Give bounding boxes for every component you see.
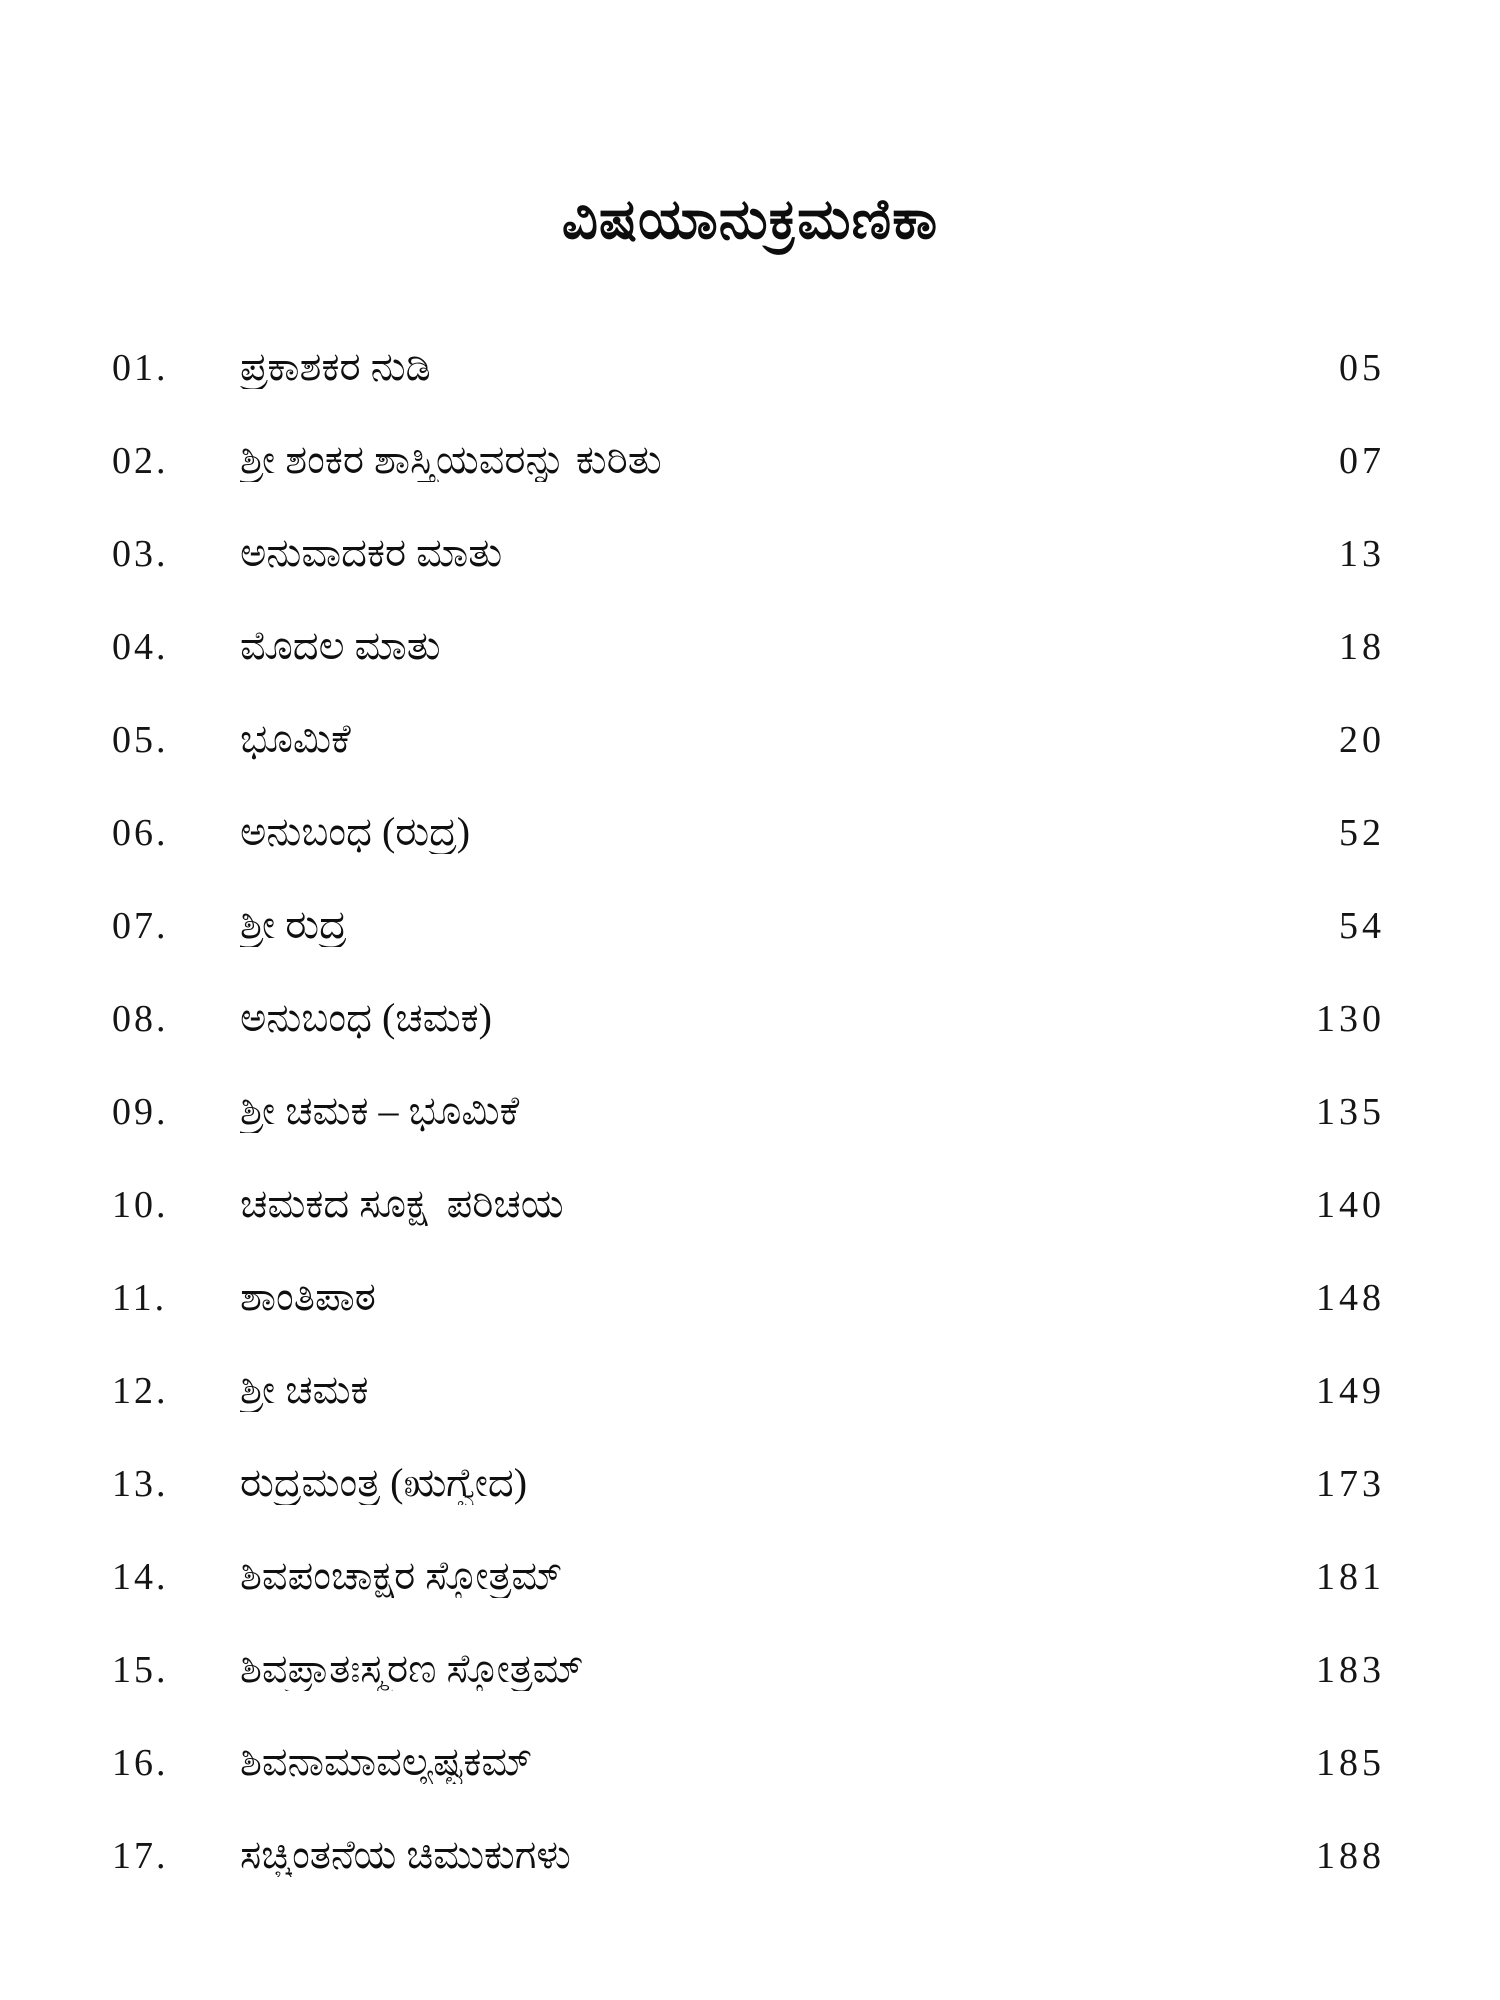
toc-entry-row: [112, 624, 1385, 717]
page-title: ವಿಷಯಾನುಕ್ರಮಣಿಕಾ: [561, 189, 939, 251]
toc-entry-page-number: 13: [1339, 533, 1385, 575]
toc-entry-page-number: 07: [1339, 440, 1385, 482]
toc-entry-page-number: 188: [1316, 1835, 1385, 1877]
toc-entry-title: ಶ್ರೀ ಚಮಕ – ಭೂಮಿಕೆ: [240, 1089, 520, 1133]
toc-entry-row: [112, 903, 1385, 996]
toc-entry-title: ಅನುವಾದಕರ ಮಾತು: [240, 531, 503, 575]
toc-entry-number: 09.: [112, 1091, 169, 1133]
toc-entry-row: [112, 1089, 1385, 1182]
toc-entry-number: 08.: [112, 998, 169, 1040]
toc-entry-row: [112, 810, 1385, 903]
toc-entry-page-number: 18: [1339, 626, 1385, 668]
toc-entry-row: [112, 531, 1385, 624]
toc-entry-number: 07.: [112, 905, 169, 947]
toc-entry-row: [112, 1368, 1385, 1461]
toc-entry-row: [112, 1275, 1385, 1368]
toc-entry-row: [112, 717, 1385, 810]
toc-entry-page-number: 181: [1316, 1556, 1385, 1598]
toc-entry-title: ಸಚ್ಚಿಂತನೆಯ ಚಿಮುಕುಗಳು: [240, 1833, 571, 1877]
toc-entry-title: ಅನುಬಂಧ (ರುದ್ರ): [240, 810, 471, 854]
toc-entry-page-number: 149: [1316, 1370, 1385, 1412]
toc-entry-page-number: 185: [1316, 1742, 1385, 1784]
toc-entry-page-number: 54: [1339, 905, 1385, 947]
toc-entry-number: 15.: [112, 1649, 169, 1691]
toc-entry-number: 04.: [112, 626, 169, 668]
toc-entry-title: ಅನುಬಂಧ (ಚಮಕ): [240, 996, 492, 1040]
toc-entry-title: ಶಿವನಾಮಾವಲ್ಯಷ್ಟಕಮ್: [240, 1740, 533, 1784]
toc-entry-page-number: 05: [1339, 347, 1385, 389]
toc-entry-page-number: 20: [1339, 719, 1385, 761]
toc-entry-number: 02.: [112, 440, 169, 482]
toc-entry-title: ಪ್ರಕಾಶಕರ ನುಡಿ: [240, 345, 431, 389]
toc-entry-number: 11.: [112, 1277, 168, 1319]
toc-entry-number: 13.: [112, 1463, 169, 1505]
toc-entry-title: ರುದ್ರಮಂತ್ರ (ಋಗ್ವೇದ): [240, 1461, 528, 1505]
toc-entry-row: [112, 1182, 1385, 1275]
toc-entry-number: 17.: [112, 1835, 169, 1877]
toc-entry-row: [112, 1833, 1385, 1926]
toc-entry-row: [112, 1554, 1385, 1647]
toc-entry-title: ಚಮಕದ ಸೂಕ್ಷ್ಮ ಪರಿಚಯ: [240, 1182, 564, 1226]
toc-entry-title: ಶಿವಪ್ರಾತಃಸ್ಮರಣ ಸ್ತೋತ್ರಮ್: [240, 1647, 584, 1691]
toc-entry-row: [112, 1740, 1385, 1833]
toc-entry-row: [112, 996, 1385, 1089]
toc-entry-number: 12.: [112, 1370, 169, 1412]
toc-entry-page-number: 140: [1316, 1184, 1385, 1226]
toc-entry-number: 01.: [112, 347, 169, 389]
toc-entry-number: 16.: [112, 1742, 169, 1784]
toc-entry-row: [112, 438, 1385, 531]
toc-list: [0, 345, 1500, 1926]
toc-entry-page-number: 148: [1316, 1277, 1385, 1319]
toc-entry-title: ಭೂಮಿಕೆ: [240, 717, 351, 761]
toc-entry-row: [112, 345, 1385, 438]
toc-entry-title: ಶ್ರೀ ಶಂಕರ ಶಾಸ್ತ್ರಿಯವರನ್ನು ಕುರಿತು: [240, 438, 662, 482]
toc-entry-number: 14.: [112, 1556, 169, 1598]
toc-entry-title: ಶಿವಪಂಚಾಕ್ಷರ ಸ್ತೋತ್ರಮ್: [240, 1554, 563, 1598]
toc-entry-page-number: 173: [1316, 1463, 1385, 1505]
toc-entry-number: 06.: [112, 812, 169, 854]
toc-entry-title: ಶ್ರೀ ರುದ್ರ: [240, 903, 347, 947]
toc-entry-page-number: 130: [1316, 998, 1385, 1040]
toc-entry-page-number: 52: [1339, 812, 1385, 854]
toc-entry-title: ಮೊದಲ ಮಾತು: [240, 624, 441, 668]
toc-entry-title: ಶಾಂತಿಪಾಠ: [240, 1275, 376, 1319]
toc-entry-page-number: 135: [1316, 1091, 1385, 1133]
toc-entry-number: 10.: [112, 1184, 169, 1226]
toc-entry-title: ಶ್ರೀ ಚಮಕ: [240, 1368, 369, 1412]
toc-entry-number: 03.: [112, 533, 169, 575]
toc-entry-row: [112, 1647, 1385, 1740]
toc-entry-row: [112, 1461, 1385, 1554]
toc-entry-page-number: 183: [1316, 1649, 1385, 1691]
toc-entry-number: 05.: [112, 719, 169, 761]
